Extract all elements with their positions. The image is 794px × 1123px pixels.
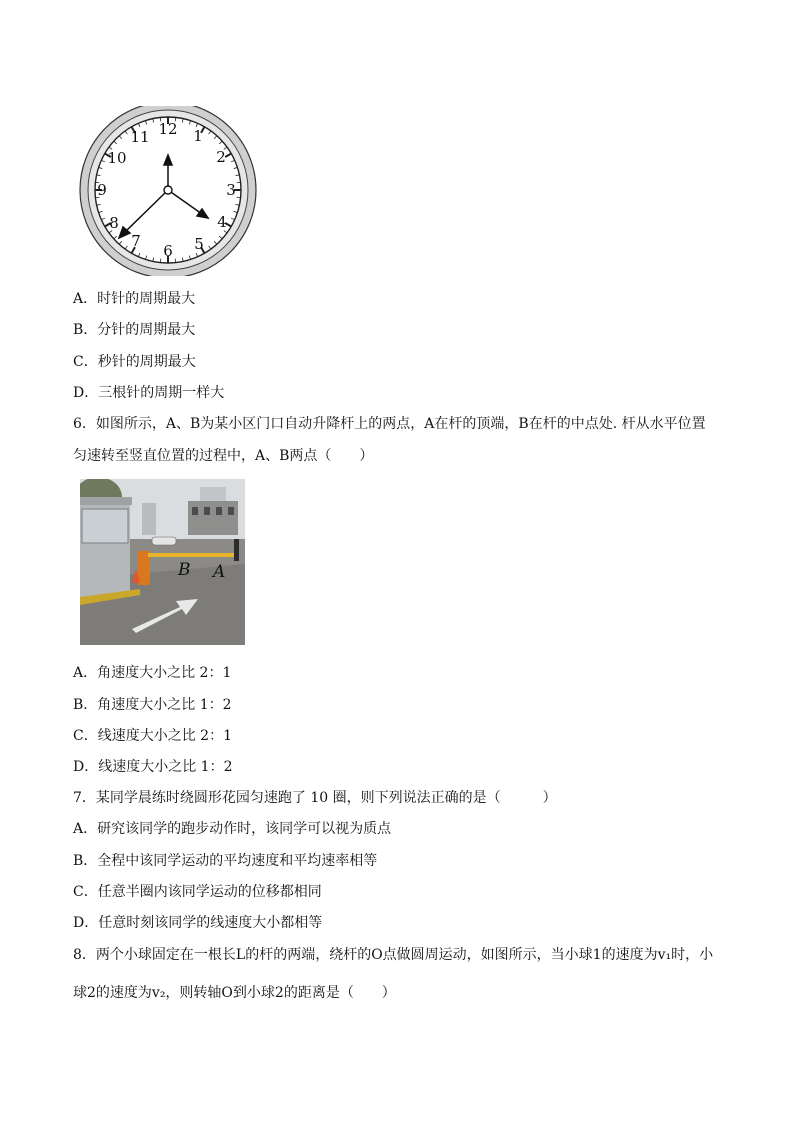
q7-option-d: D．任意时刻该同学的线速度大小都相等: [73, 915, 323, 931]
clock-number-11: 11: [130, 128, 150, 146]
photo-window: [216, 507, 222, 515]
photo-building-tall: [142, 503, 156, 535]
q8-stem-line1: 8．两个小球固定在一根长L的杆的两端，绕杆的O点做圆周运动，如图所示，当小球1的速度为v₁时，小: [73, 947, 714, 963]
q6-stem-line2: 匀速转至竖直位置的过程中，A、B两点（ ）: [73, 448, 374, 464]
photo-window: [204, 507, 210, 515]
q5-option-a: A．时针的周期最大: [73, 291, 196, 307]
clock-center-pin: [164, 186, 172, 194]
q6-option-d: D．线速度大小之比 1：2: [73, 759, 233, 775]
photo-person: [234, 539, 239, 561]
clock-number-4: 4: [217, 213, 227, 231]
barrier-gate-scene: [80, 479, 245, 645]
clock-number-9: 9: [97, 181, 107, 199]
q6-stem-line1: 6．如图所示，A、B为某小区门口自动升降杆上的两点，A在杆的顶端，B在杆的中点处. 杆从水平位置: [73, 416, 706, 432]
clock-svg: [78, 106, 262, 276]
photo-building-grey: [188, 501, 238, 535]
clock-figure: [78, 106, 262, 276]
clock-number-5: 5: [194, 235, 204, 253]
clock-number-8: 8: [109, 214, 119, 232]
point-a-label: A: [213, 562, 226, 582]
q6-option-b: B．角速度大小之比 1：2: [73, 697, 232, 713]
q7-option-c: C．任意半圈内该同学运动的位移都相同: [73, 884, 322, 900]
q5-option-d: D．三根针的周期一样大: [73, 385, 225, 401]
clock-number-6: 6: [163, 242, 173, 260]
photo-window: [192, 507, 198, 515]
photo-booth-roof: [80, 497, 132, 505]
barrier-gate-photo: [80, 479, 245, 645]
q6-option-c: C．线速度大小之比 2：1: [73, 728, 232, 744]
photo-booth-window: [82, 509, 128, 543]
clock-number-10: 10: [107, 149, 127, 167]
q5-option-c: C．秒针的周期最大: [73, 354, 196, 370]
photo-window: [228, 507, 234, 515]
q5-option-b: B．分针的周期最大: [73, 322, 196, 338]
q7-option-b: B．全程中该同学运动的平均速度和平均速率相等: [73, 853, 378, 869]
barrier-arm: [148, 553, 238, 557]
q8-stem-line2: 球2的速度为v₂，则转轴O到小球2的距离是（ ）: [73, 985, 396, 1001]
q7-stem: 7．某同学晨练时绕圆形花园匀速跑了 10 圈，则下列说法正确的是（ ）: [73, 790, 557, 806]
q7-option-a: A．研究该同学的跑步动作时，该同学可以视为质点: [73, 821, 392, 837]
clock-number-7: 7: [131, 232, 141, 250]
clock-number-2: 2: [216, 148, 226, 166]
photo-car: [152, 537, 176, 545]
clock-number-3: 3: [226, 181, 236, 199]
clock-number-12: 12: [158, 120, 178, 138]
point-b-label: B: [178, 560, 191, 580]
clock-number-1: 1: [193, 127, 203, 145]
q6-option-a: A．角速度大小之比 2：1: [73, 665, 232, 681]
